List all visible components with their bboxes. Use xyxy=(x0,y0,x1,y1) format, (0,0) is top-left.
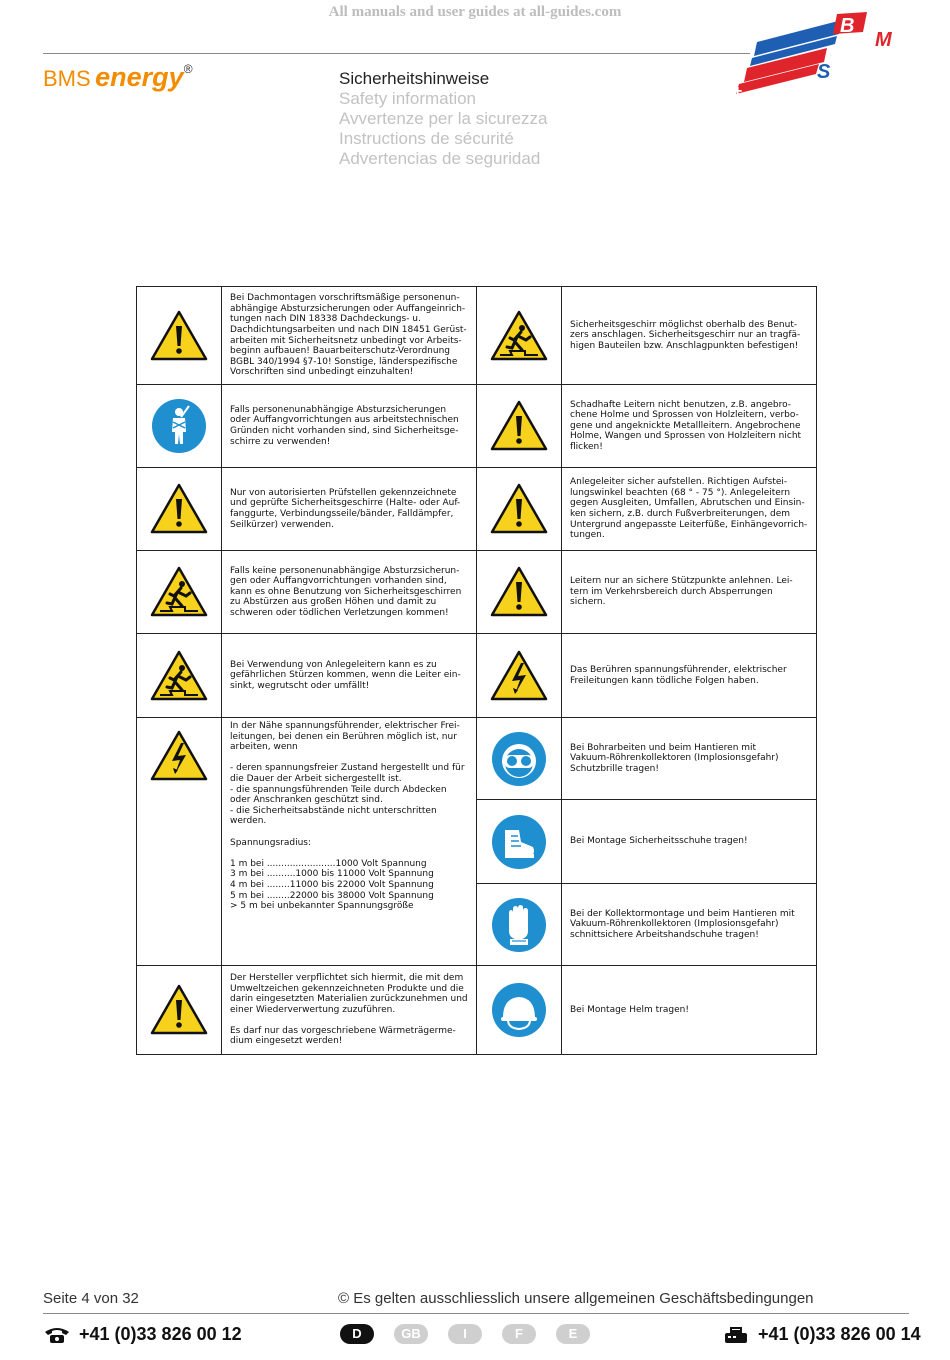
language-gb[interactable]: GB xyxy=(394,1324,428,1344)
warning-electric-icon xyxy=(137,718,222,966)
safety-text: Bei der Kollektormontage und beim Hantieren mit Vakuum-Röhrenkollektoren (Implosionsgefahr) schnittsichere Arbeitshandschuhe tragen! xyxy=(570,908,795,940)
safety-text: Nur von autorisierten Prüfstellen gekennzeichnete und geprüfte Sicherheitsgeschirre (Halte- oder Auf- fanggurte, Verbindungsseile/bänder, Falldämpfer, Seilkürzer) verwenden. xyxy=(230,487,461,530)
fax-number-text: +41 (0)33 826 00 14 xyxy=(758,1324,921,1344)
safety-text: Bei Montage Helm tragen! xyxy=(570,1004,689,1015)
fax-number xyxy=(722,1324,921,1345)
warning-fall-icon xyxy=(137,551,222,634)
warning-fall-icon xyxy=(137,634,222,718)
table-row xyxy=(137,287,817,385)
safety-text: Bei Dachmontagen vorschriftsmäßige personenun- abhängige Absturzsicherungen oder Auffangeinrich- tungen nach DIN 18338 Dachdeckungs- u. Dachdichtungsarbeiten und nach DIN 18451 Gerüst- arbeiten mit Sicherheitsnetz unbedingt vor Arbeits- beginn aufbauen! Bauarbeiterschutz-Verordnung BGBL 340/1994 §7-10! Sonstige, länderspezifische Vorschriften sind unbedingt einzuhalten! xyxy=(230,293,467,378)
svg-text:S: S xyxy=(817,61,831,83)
language-d[interactable]: D xyxy=(340,1324,374,1344)
language-e[interactable]: E xyxy=(556,1324,590,1344)
table-row xyxy=(137,551,817,634)
warning-exclamation-icon xyxy=(477,551,562,634)
safety-text: Bei Montage Sicherheitsschuhe tragen! xyxy=(570,836,748,847)
registered-mark: ® xyxy=(183,62,193,76)
language-selector xyxy=(340,1323,610,1344)
warning-exclamation-icon xyxy=(137,287,222,385)
goggles-mandatory-icon xyxy=(477,718,562,800)
table-row xyxy=(137,718,817,800)
warning-exclamation-icon xyxy=(137,468,222,551)
safety-text: Leitern nur an sichere Stützpunkte anlehnen. Lei- tern im Verkehrsbereich durch Absperrungen sichern. xyxy=(570,576,793,608)
phone-icon xyxy=(43,1326,71,1344)
title-french: Instructions de sécurité xyxy=(339,129,514,148)
warning-fall-icon xyxy=(477,287,562,385)
warning-exclamation-icon xyxy=(477,468,562,551)
table-row xyxy=(137,385,817,468)
safety-text: Bei Verwendung von Anlegeleitern kann es zu gefährlichen Stürzen kommen, wenn die Leiter ein- sinkt, wegrutscht oder umfällt! xyxy=(230,659,461,691)
title-italian: Avvertenze per la sicurezza xyxy=(339,109,548,128)
warning-exclamation-icon xyxy=(137,966,222,1055)
warning-electric-icon xyxy=(477,634,562,718)
safety-text: Bei Bohrarbeiten und beim Hantieren mit Vakuum-Röhrenkollektoren (Implosionsgefahr) Schutzbrille tragen! xyxy=(570,742,779,774)
warning-exclamation-icon xyxy=(477,385,562,468)
bms-logo-icon xyxy=(727,12,902,102)
language-f[interactable]: F xyxy=(502,1324,536,1344)
safety-text: In der Nähe spannungsführender, elektrischer Frei- leitungen, bei denen ein Berühren möglich ist, nur arbeiten, wenn - deren spannungsfreier Zustand hergestellt und für die Dauer der Arbeit sichergestellt ist. - die spannungsführenden Teile durch Abdecken oder Anschranken geschützt sind. - die Sicherheitsabstände nicht unterschritten werden. Spannungsradius: 1 m bei ........................1000 Volt Spannung 3 m bei ..........1000 bis 11000 Volt Spannung 4 m bei ........11000 bis 22000 Volt Spannung 5 m bei ........22000 bis 38000 Volt Spannung > 5 m bei unbekannter Spannungsgröße xyxy=(230,721,465,912)
safety-text: Das Berühren spannungsführender, elektrischer Freileitungen kann tödliche Folgen haben. xyxy=(570,664,787,686)
safety-text: Falls personenunabhängige Absturzsicherungen oder Auffangvorrichtungen aus arbeitstechnischen Gründen nicht vorhanden sind, sind Sicherheitsge- schirre zu verwenden! xyxy=(230,404,459,447)
language-i[interactable]: I xyxy=(448,1324,482,1344)
page-titles xyxy=(339,69,548,169)
safety-text: Schadhafte Leitern nicht benutzen, z.B. angebro- chene Holme und Sprossen von Holzleitern, verbo- gene und angeknickte Metallleitern. Angebrochene Holme, Wangen und Sprossen von Holzleitern nicht flicken! xyxy=(570,399,802,452)
title-spanish: Advertencias de seguridad xyxy=(339,149,541,168)
brand-logo xyxy=(43,62,193,93)
brand-name-energy: energy xyxy=(95,62,184,92)
table-row xyxy=(137,966,817,1055)
safety-text: Der Hersteller verpflichtet sich hiermit, die mit dem Umweltzeichen gekennzeichneten Produkte und die darin eingesetzten Materialien zurückzunehmen und einer Wiederverwertung zuzuführen. Es darf nur das vorgeschriebene Wärmeträgerme- dium eingesetzt werden! xyxy=(230,972,468,1047)
table-row xyxy=(137,634,817,718)
svg-text:B: B xyxy=(840,15,855,37)
harness-mandatory-icon xyxy=(137,385,222,468)
safety-text: Sicherheitsgeschirr möglichst oberhalb des Benut- zers anschlagen. Sicherheitsgeschirr nur an tragfä- higen Bauteilen bzw. Anschlagpunkten befestigen! xyxy=(570,319,801,351)
svg-text:+: + xyxy=(733,83,743,100)
terms-notice: © Es gelten ausschliesslich unsere allgemeinen Geschäftsbedingungen xyxy=(338,1290,814,1307)
helmet-mandatory-icon xyxy=(477,966,562,1055)
gloves-mandatory-icon xyxy=(477,884,562,966)
header-divider xyxy=(43,53,750,54)
brand-name-bms: BMS xyxy=(43,66,91,91)
safety-text: Falls keine personenunabhängige Absturzsicherun- gen oder Auffangvorrichtungen vorhanden sind, kann es ohne Benutzung von Sicherheitsgeschirren zu Abstürzen aus großen Höhen und damit zu schweren oder tödlichen Verletzungen kommen! xyxy=(230,565,462,618)
page-number: Seite 4 von 32 xyxy=(43,1290,139,1307)
safety-table xyxy=(136,286,817,1055)
svg-text:M: M xyxy=(875,29,892,51)
footer-divider xyxy=(43,1313,909,1314)
safety-text: Anlegeleiter sicher aufstellen. Richtigen Aufstei- lungswinkel beachten (68 ° - 75 °). Anlegeleitern gegen Ausgleiten, Umfallen, Abrutschen und Einsin- ken sichern, z.B. durch Fußverbreiterungen, dem Untergrund angepasste Leiterfüße, Einhängevorrich- tungen. xyxy=(570,477,808,541)
watermark: All manuals and user guides at all-guides.com xyxy=(328,4,622,20)
title-english: Safety information xyxy=(339,89,477,108)
phone-number xyxy=(43,1324,242,1345)
title-german: Sicherheitshinweise xyxy=(339,69,490,88)
fax-icon xyxy=(722,1326,750,1344)
phone-number-text: +41 (0)33 826 00 12 xyxy=(79,1324,242,1344)
table-row xyxy=(137,468,817,551)
boots-mandatory-icon xyxy=(477,800,562,884)
